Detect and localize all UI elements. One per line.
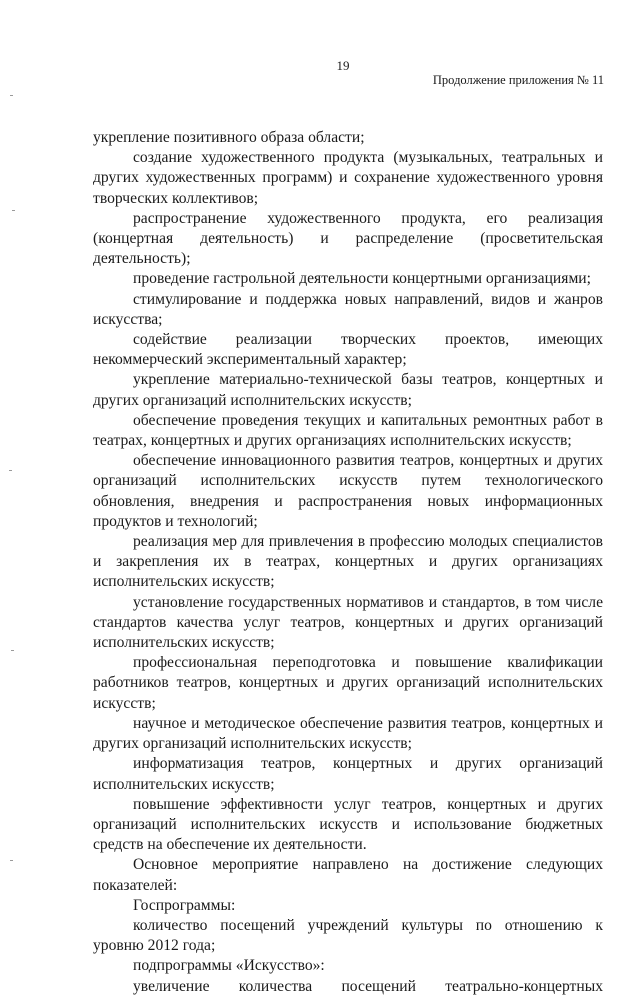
scan-speck <box>11 650 14 651</box>
paragraph: подпрограммы «Искусство»: <box>133 957 325 975</box>
page-number: 19 <box>336 58 350 73</box>
paragraph: информатизация театров, концертных и других организаций исполнительских искусств; <box>93 755 603 793</box>
paragraph: распространение художественного продукта, его реализация (концертная деятельность) и распределение (просветительская деятельность); <box>93 209 603 268</box>
paragraph: научное и методическое обеспечение развития театров, концертных и других организаций исполнительских искусств; <box>93 714 603 753</box>
scan-speck <box>10 95 13 96</box>
paragraph: укрепление материально-технической базы театров, концертных и других организаций исполнительских искусств; <box>93 371 603 409</box>
paragraph: профессиональная переподготовка и повышение квалификации работников театров, концертных и других организаций исполнительских искусств; <box>93 654 603 712</box>
paragraph: стимулирование и поддержка новых направлений, видов и жанров искусства; <box>93 290 603 328</box>
paragraph: увеличение количества посещений театрально-концертных <box>133 977 603 995</box>
paragraph: Госпрограммы: <box>133 896 236 914</box>
scan-speck <box>10 860 13 861</box>
paragraph: повышение эффективности услуг театров, концертных и других организаций исполнительских искусств и использование бюджетных средств на обеспечение их деятельности. <box>93 795 603 854</box>
scan-speck <box>12 210 15 211</box>
paragraph: обеспечение проведения текущих и капитальных ремонтных работ в театрах, концертных и других организациях исполнительских искусств; <box>93 411 603 450</box>
scan-speck <box>9 470 12 471</box>
paragraph: создание художественного продукта (музыкальных, театральных и других художественных программ) и сохранение художественного уровня творческих коллективов; <box>93 149 603 207</box>
paragraph: количество посещений учреждений культуры по отношению к уровню 2012 года; <box>93 916 603 955</box>
appendix-continuation-label: Продолжение приложения № 11 <box>432 73 604 87</box>
paragraph: содействие реализации творческих проектов, имеющих некоммерческий экспериментальный характер; <box>93 331 603 369</box>
paragraph: реализация мер для привлечения в профессию молодых специалистов и закрепления их в театрах, концертных и других организациях исполнительских искусств; <box>93 533 603 591</box>
paragraph: укрепление позитивного образа области; <box>93 129 365 146</box>
paragraph: обеспечение инновационного развития театров, концертных и других организаций исполнительских искусств путем технологического обновления, внедрения и распространения новых информационных продуктов и технологий; <box>93 452 603 530</box>
body-text <box>93 128 603 997</box>
paragraph: установление государственных нормативов и стандартов, в том числе стандартов качества услуг театров, концертных и других организаций исполнительских искусств; <box>93 593 603 652</box>
paragraph: Основное мероприятие направлено на достижение следующих показателей: <box>93 856 603 894</box>
paragraph: проведение гастрольной деятельности концертными организациями; <box>133 270 591 288</box>
